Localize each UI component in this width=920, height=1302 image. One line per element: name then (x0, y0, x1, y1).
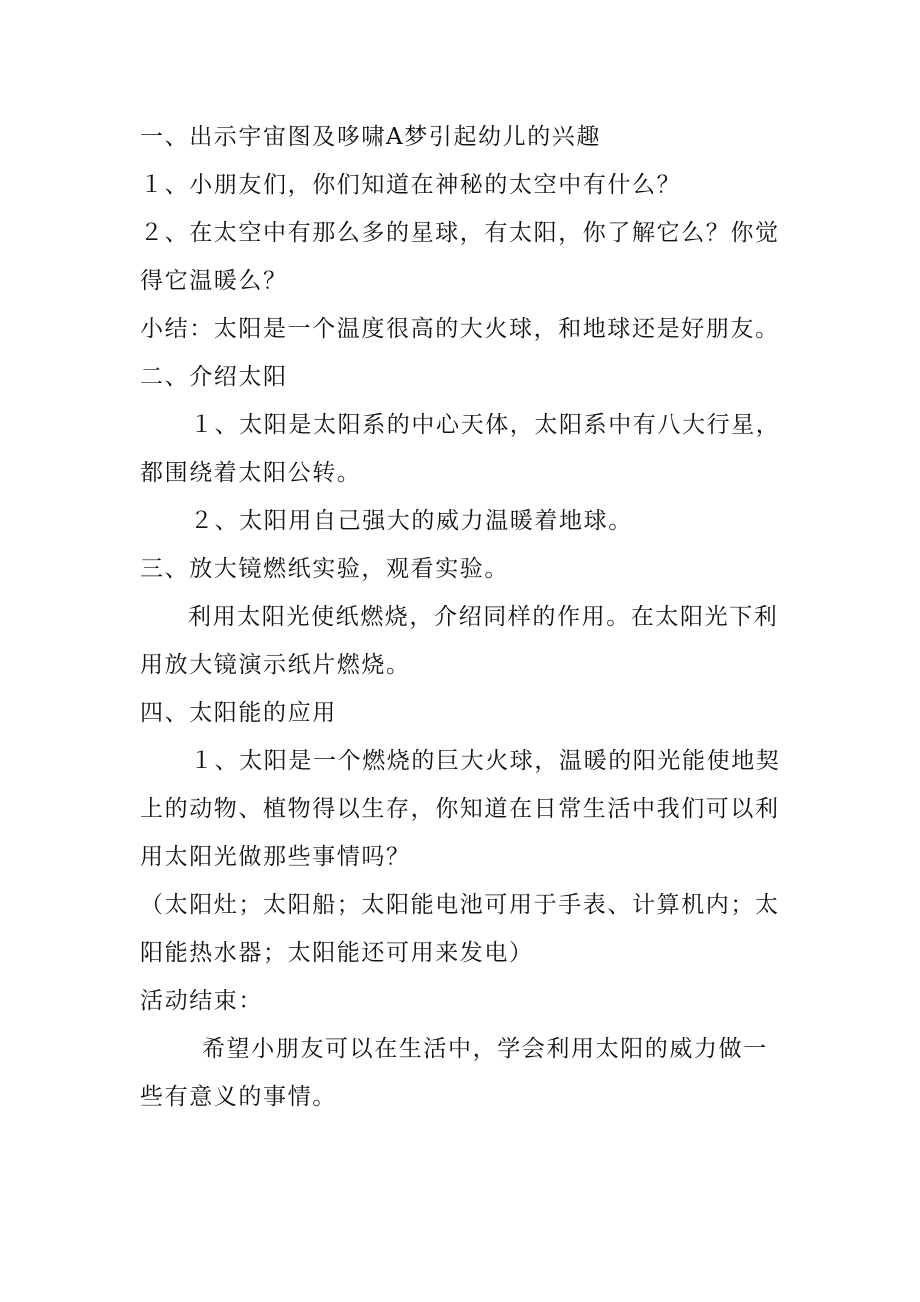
paragraph-line: ２、在太空中有那么多的星球，有太阳，你了解它么？你觉 (140, 220, 780, 246)
paragraph-line: １、太阳是一个燃烧的巨大火球，温暖的阳光能使地契 (190, 748, 781, 774)
paragraph-line: 些有意义的事情。 (140, 1084, 337, 1110)
paragraph-line: 都围绕着太阳公转。 (140, 460, 362, 486)
paragraph-line: 用太阳光做那些事情吗？ (140, 844, 411, 870)
paragraph-line: （太阳灶；太阳船；太阳能电池可用于手表、计算机内；太 (140, 892, 780, 918)
paragraph-line: １、太阳是太阳系的中心天体，太阳系中有八大行星， (190, 412, 781, 438)
paragraph-line: １、小朋友们，你们知道在神秘的太空中有什么？ (140, 172, 682, 198)
paragraph-line: 利用太阳光使纸燃烧，介绍同样的作用。在太阳光下利 (188, 604, 779, 630)
paragraph-line: 希望小朋友可以在生活中，学会利用太阳的威力做一 (202, 1036, 768, 1062)
paragraph-line: 用放大镜演示纸片燃烧。 (140, 652, 411, 678)
section-3-heading: 三、放大镜燃纸实验，观看实验。 (140, 556, 509, 582)
summary-line: 小结：太阳是一个温度很高的大火球，和地球还是好朋友。 (140, 316, 780, 342)
paragraph-line: 阳能热水器；太阳能还可用来发电） (140, 940, 534, 966)
section-2-heading: 二、介绍太阳 (140, 364, 288, 390)
section-4-heading: 四、太阳能的应用 (140, 700, 337, 726)
paragraph-line: ２、太阳用自己强大的威力温暖着地球。 (190, 508, 633, 534)
paragraph-line: 得它温暖么？ (140, 268, 288, 294)
paragraph-line: 上的动物、植物得以生存，你知道在日常生活中我们可以利 (140, 796, 780, 822)
section-1-heading: 一、出示宇宙图及哆啸A梦引起幼儿的兴趣 (140, 124, 602, 150)
closing-heading: 活动结束： (140, 988, 263, 1014)
